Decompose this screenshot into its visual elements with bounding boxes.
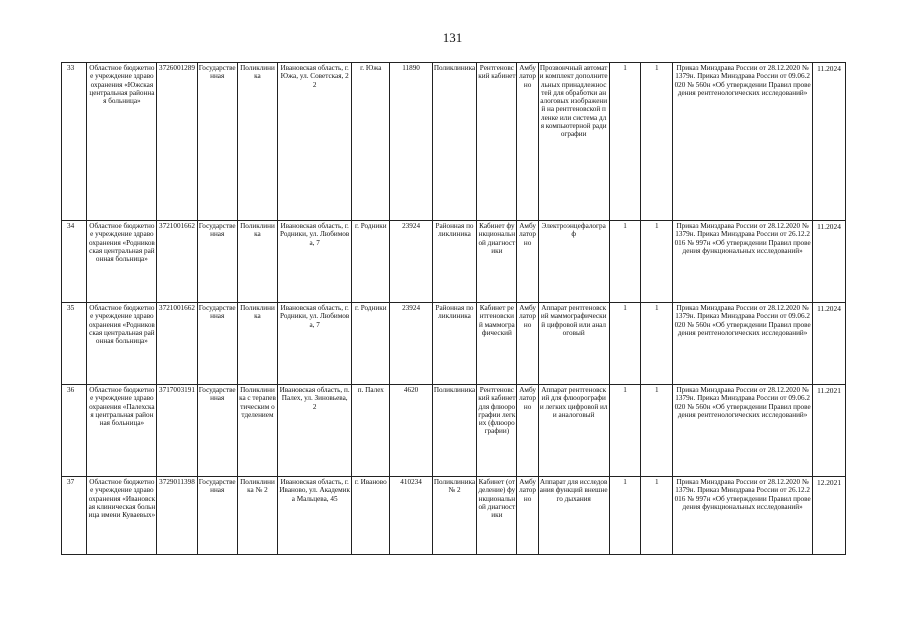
- population: 23924: [390, 221, 432, 303]
- legal-basis: Приказ Минздрава России от 28.12.2020 № 1379н. Приказ Минздрава России от 26.12.2016 № 997н «Об утверждении Правил проведения функциональных исследований»: [673, 221, 813, 303]
- row-number: 36: [62, 385, 87, 477]
- address: Ивановская область, г. Родники, ул. Любимова, 7: [278, 221, 352, 303]
- structural-unit: Поликлиника: [237, 221, 277, 303]
- organization-name: Областное бюджетное учреждение здравоохранения «Южская центральная районная больница»: [87, 63, 157, 221]
- address: Ивановская область, г. Родники, ул. Любимова, 7: [278, 303, 352, 385]
- equipment: Аппарат рентгеновский маммографический цифровой или аналоговый: [538, 303, 609, 385]
- care-mode: Амбулаторно: [517, 63, 538, 221]
- table-row: [62, 303, 846, 385]
- division: Поликлиника: [432, 63, 476, 221]
- care-mode: Амбулаторно: [517, 303, 538, 385]
- table-row: [62, 63, 846, 221]
- page-number: 131: [442, 30, 463, 45]
- quantity-a: 1: [609, 385, 641, 477]
- quantity-a: 1: [609, 477, 641, 555]
- row-number: 35: [62, 303, 87, 385]
- room: Кабинет рентгеновский маммографический: [477, 303, 517, 385]
- settlement: г. Родники: [352, 303, 390, 385]
- quantity-b: 1: [641, 303, 673, 385]
- ogrn: 3721001662: [157, 221, 197, 303]
- legal-basis: Приказ Минздрава России от 28.12.2020 № 1379н. Приказ Минздрава России от 09.06.2020 № 560н «Об утверждении Правил проведения рентгенологических исследований»: [673, 303, 813, 385]
- care-mode: Амбулаторно: [517, 477, 538, 555]
- equipment: Прозвончный автомат и комплект дополнительных принадлежностей для обработки аналоговых изображений на рентгеновской пленке или система для компьютерной радиографии: [538, 63, 609, 221]
- table-row: [62, 477, 846, 555]
- quantity-b: 1: [641, 385, 673, 477]
- registry-body: [62, 63, 846, 555]
- date: 11.2021: [813, 385, 846, 477]
- table-row: [62, 221, 846, 303]
- room: Рентгеновский кабинет для флюорографии легких (флюорографии): [477, 385, 517, 477]
- ogrn: 3717003191: [157, 385, 197, 477]
- address: Ивановская область, п. Палех, ул. Зиновьева, 2: [278, 385, 352, 477]
- division: Районная поликлиника: [432, 221, 476, 303]
- equipment: Аппарат для исследования функций внешнего дыхания: [538, 477, 609, 555]
- room: Кабинет (отделение) функциональной диагностики: [477, 477, 517, 555]
- division: Поликлиника № 2: [432, 477, 476, 555]
- ownership-form: Государственная: [197, 221, 237, 303]
- ogrn: 3726001289: [157, 63, 197, 221]
- quantity-b: 1: [641, 221, 673, 303]
- ownership-form: Государственная: [197, 477, 237, 555]
- quantity-b: 1: [641, 63, 673, 221]
- settlement: п. Палех: [352, 385, 390, 477]
- legal-basis: Приказ Минздрава России от 28.12.2020 № 1379н. Приказ Минздрава России от 09.06.2020 № 560н «Об утверждении Правил проведения рентгенологических исследований»: [673, 385, 813, 477]
- settlement: г. Родники: [352, 221, 390, 303]
- date: 11.2024: [813, 221, 846, 303]
- equipment: Аппарат рентгеновский для флюорографии легких цифровой или аналоговый: [538, 385, 609, 477]
- room: Кабинет функциональной диагностики: [477, 221, 517, 303]
- date: 11.2024: [813, 303, 846, 385]
- row-number: 37: [62, 477, 87, 555]
- row-number: 33: [62, 63, 87, 221]
- structural-unit: Поликлиника № 2: [237, 477, 277, 555]
- date: 12.2021: [813, 477, 846, 555]
- date: 11.2024: [813, 63, 846, 221]
- row-number: 34: [62, 221, 87, 303]
- structural-unit: Поликлиника: [237, 303, 277, 385]
- organization-name: Областное бюджетное учреждение здравоохранения «Родниковская центральная районная больница»: [87, 303, 157, 385]
- room: Рентгеновский кабинет: [477, 63, 517, 221]
- organization-name: Областное бюджетное учреждение здравоохранения «Родниковская центральная районная больница»: [87, 221, 157, 303]
- legal-basis: Приказ Минздрава России от 28.12.2020 № 1379н. Приказ Минздрава России от 26.12.2016 № 997н «Об утверждении Правил проведения функциональных исследований»: [673, 477, 813, 555]
- registry-table: [61, 62, 846, 555]
- structural-unit: Поликлиника: [237, 63, 277, 221]
- population: 23924: [390, 303, 432, 385]
- ownership-form: Государственная: [197, 303, 237, 385]
- quantity-a: 1: [609, 303, 641, 385]
- address: Ивановская область, г. Южа, ул. Советская, 22: [278, 63, 352, 221]
- legal-basis: Приказ Минздрава России от 28.12.2020 № 1379н. Приказ Минздрава России от 09.06.2020 № 560н «Об утверждении Правил проведения рентгенологических исследований»: [673, 63, 813, 221]
- ogrn: 3729011398: [157, 477, 197, 555]
- table-row: [62, 385, 846, 477]
- organization-name: Областное бюджетное учреждение здравоохранения «Ивановская клиническая больница имени Куваевых»: [87, 477, 157, 555]
- settlement: г. Южа: [352, 63, 390, 221]
- population: 410234: [390, 477, 432, 555]
- equipment: Электроэнцефалограф: [538, 221, 609, 303]
- population: 11890: [390, 63, 432, 221]
- quantity-a: 1: [609, 63, 641, 221]
- address: Ивановская область, г. Иваново, ул. Академика Мальцева, 45: [278, 477, 352, 555]
- division: Поликлиника: [432, 385, 476, 477]
- care-mode: Амбулаторно: [517, 385, 538, 477]
- settlement: г. Иваново: [352, 477, 390, 555]
- division: Районная поликлиника: [432, 303, 476, 385]
- care-mode: Амбулаторно: [517, 221, 538, 303]
- structural-unit: Поликлиника с терапевтическим отделением: [237, 385, 277, 477]
- quantity-b: 1: [641, 477, 673, 555]
- quantity-a: 1: [609, 221, 641, 303]
- ownership-form: Государственная: [197, 63, 237, 221]
- ownership-form: Государственная: [197, 385, 237, 477]
- organization-name: Областное бюджетное учреждение здравоохранения «Палехская центральная районная больница»: [87, 385, 157, 477]
- population: 4620: [390, 385, 432, 477]
- ogrn: 3721001662: [157, 303, 197, 385]
